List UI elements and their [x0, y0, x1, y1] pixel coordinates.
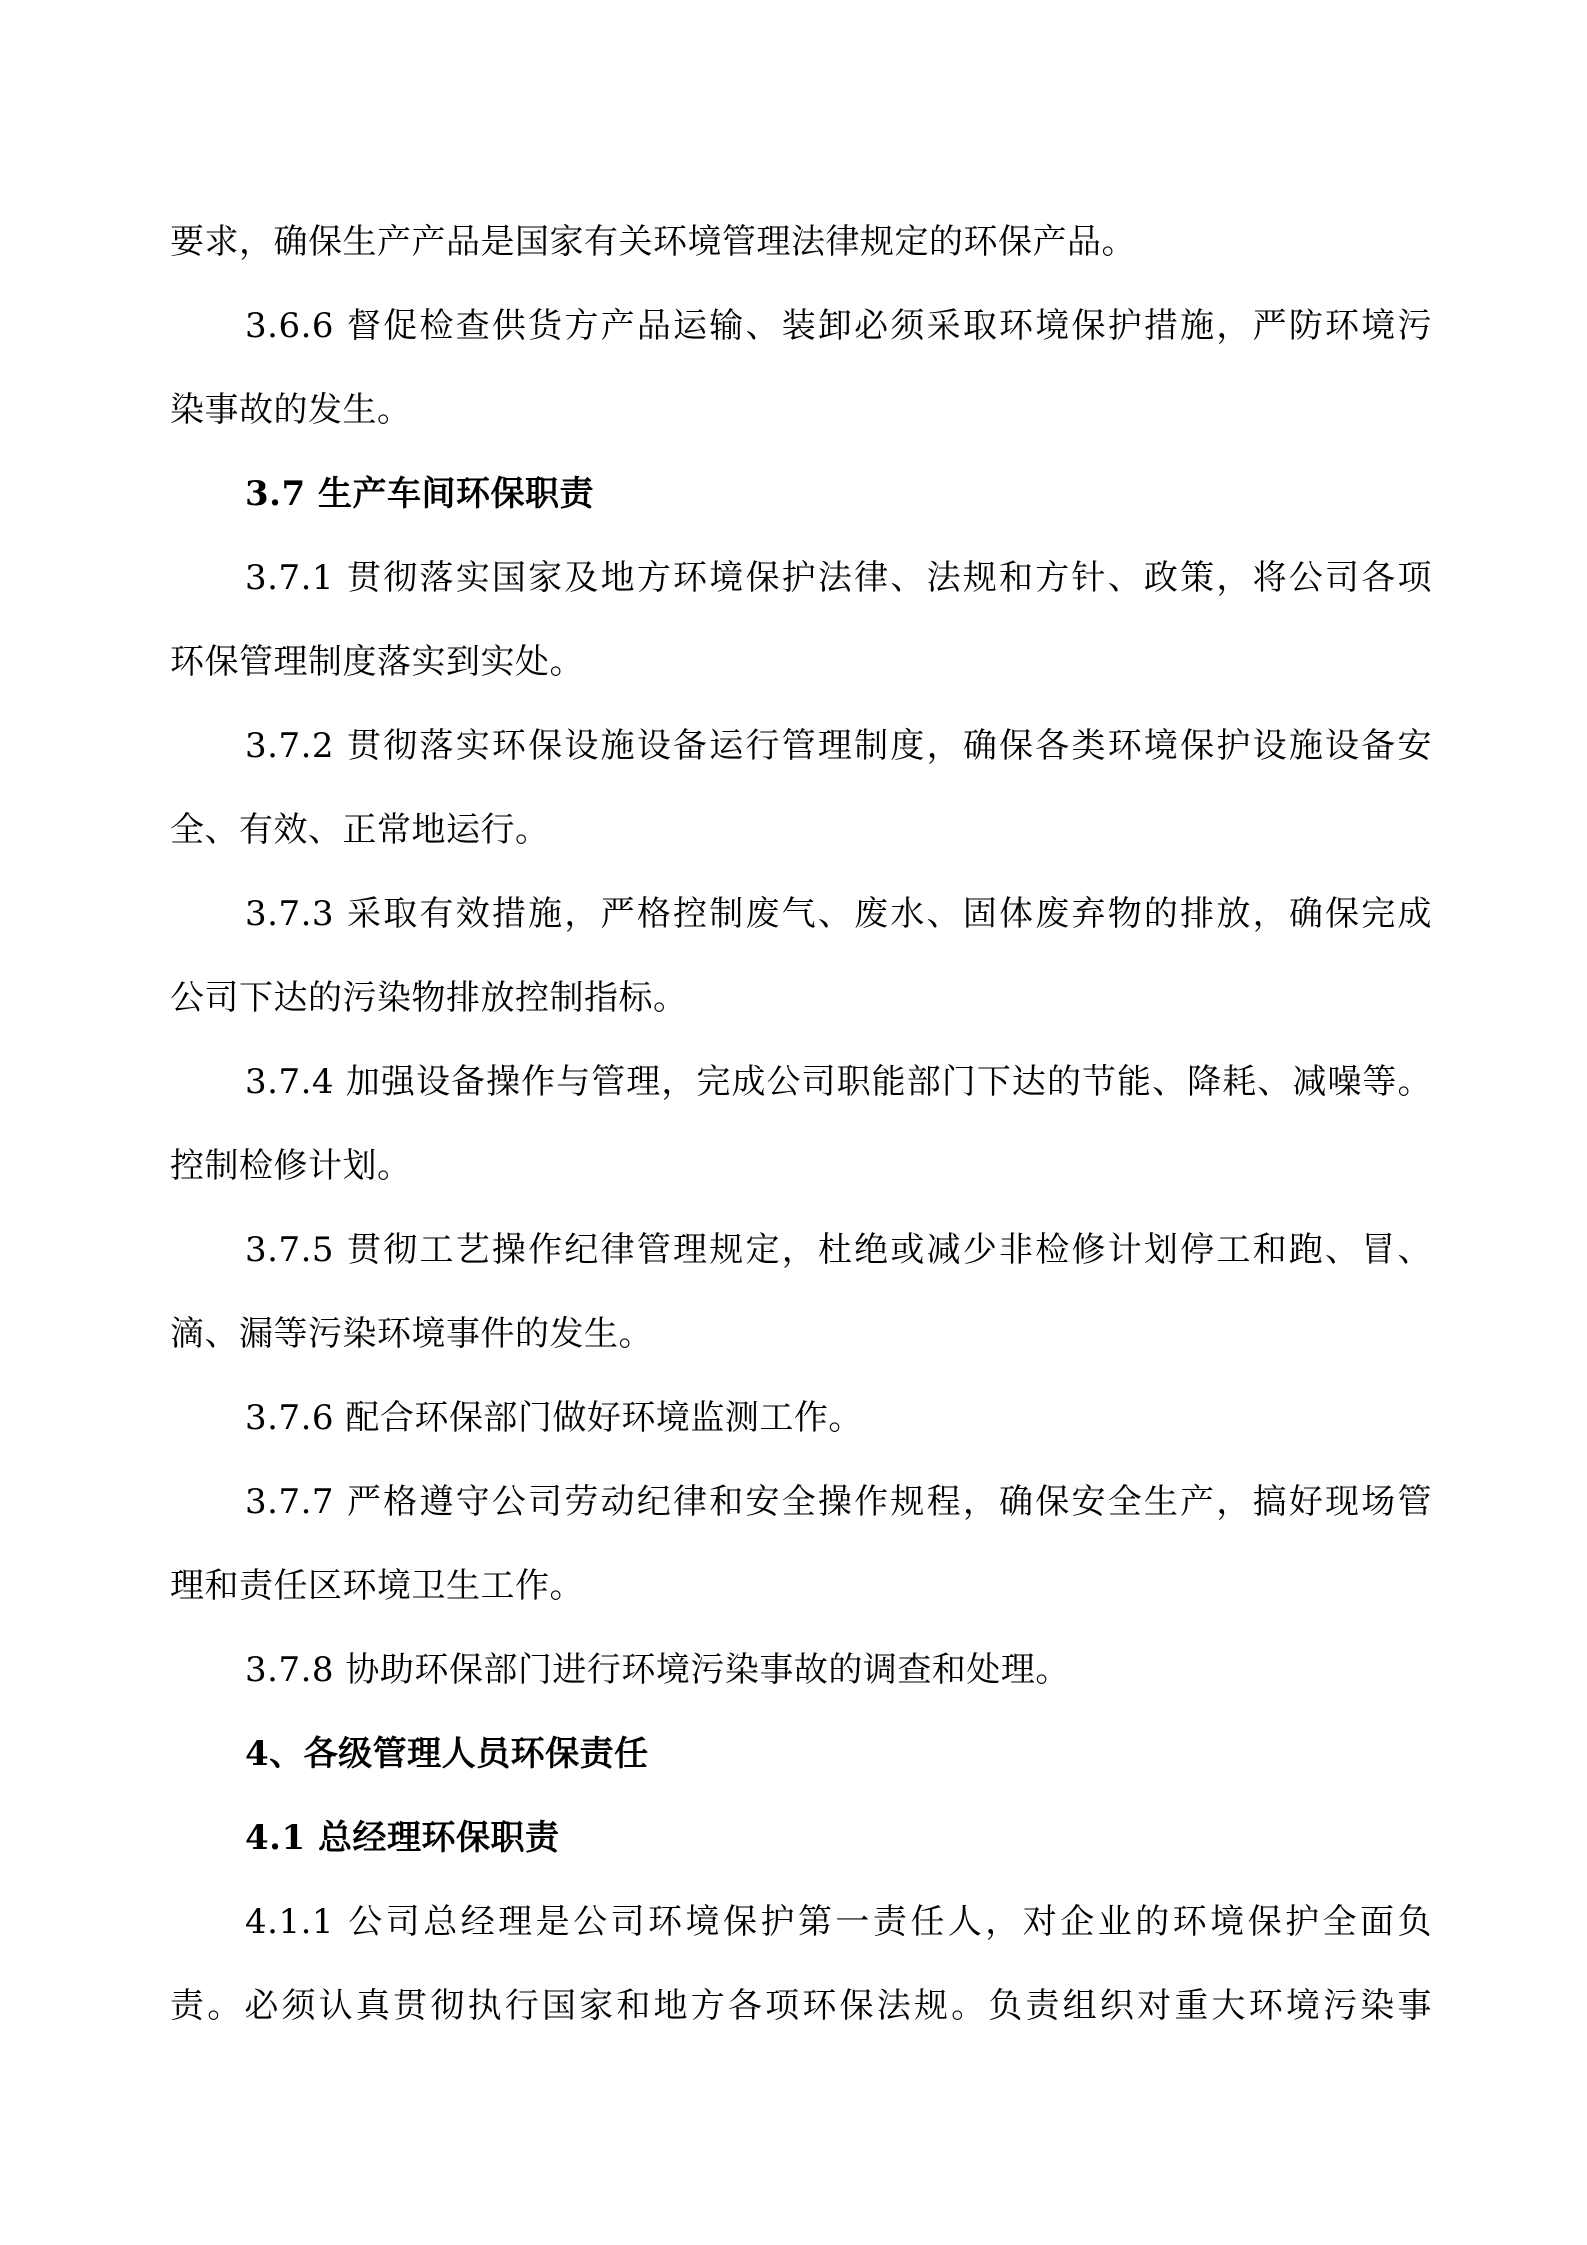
- paragraph-3-7-2-line-2: 全、有效、正常地运行。: [170, 810, 550, 850]
- section-heading-3-7: 3.7 生产车间环保职责: [245, 474, 594, 514]
- paragraph-3-7-4-line-2: 控制检修计划。: [170, 1146, 412, 1186]
- paragraph-4-1-1-line-2: 责。必须认真贯彻执行国家和地方各项环保法规。负责组织对重大环境污染事: [170, 1986, 1432, 2026]
- paragraph-3-7-8: 3.7.8 协助环保部门进行环境污染事故的调查和处理。: [245, 1650, 1070, 1690]
- paragraph-3-7-5-line-1: 3.7.5 贯彻工艺操作纪律管理规定，杜绝或减少非检修计划停工和跑、冒、: [245, 1230, 1432, 1270]
- paragraph-3-7-3-line-1: 3.7.3 采取有效措施，严格控制废气、废水、固体废弃物的排放，确保完成: [245, 894, 1432, 934]
- paragraph-3-7-3-line-2: 公司下达的污染物排放控制指标。: [170, 978, 688, 1018]
- paragraph-4-1-1-line-1: 4.1.1 公司总经理是公司环境保护第一责任人，对企业的环境保护全面负: [245, 1902, 1432, 1942]
- paragraph-3-6-6-line-2: 染事故的发生。: [170, 390, 412, 430]
- paragraph-3-7-1-line-1: 3.7.1 贯彻落实国家及地方环境保护法律、法规和方针、政策，将公司各项: [245, 558, 1432, 598]
- paragraph-3-7-5-line-2: 滴、漏等污染环境事件的发生。: [170, 1314, 653, 1354]
- document-page: [170, 200, 1432, 2048]
- paragraph-3-7-4-line-1: 3.7.4 加强设备操作与管理，完成公司职能部门下达的节能、降耗、减噪等。: [245, 1062, 1432, 1102]
- section-heading-4-1: 4.1 总经理环保职责: [245, 1818, 560, 1858]
- paragraph-3-7-6: 3.7.6 配合环保部门做好环境监测工作。: [245, 1398, 863, 1438]
- paragraph-3-6-6-line-1: 3.6.6 督促检查供货方产品运输、装卸必须采取环境保护措施，严防环境污: [245, 306, 1432, 346]
- text-line: 要求，确保生产产品是国家有关环境管理法律规定的环保产品。: [170, 222, 1136, 262]
- paragraph-3-7-7-line-1: 3.7.7 严格遵守公司劳动纪律和安全操作规程，确保安全生产，搞好现场管: [245, 1482, 1432, 1522]
- paragraph-3-7-7-line-2: 理和责任区环境卫生工作。: [170, 1566, 584, 1606]
- section-heading-4: 4、各级管理人员环保责任: [245, 1734, 649, 1774]
- paragraph-3-7-2-line-1: 3.7.2 贯彻落实环保设施设备运行管理制度，确保各类环境保护设施设备安: [245, 726, 1432, 766]
- paragraph-3-7-1-line-2: 环保管理制度落实到实处。: [170, 642, 584, 682]
